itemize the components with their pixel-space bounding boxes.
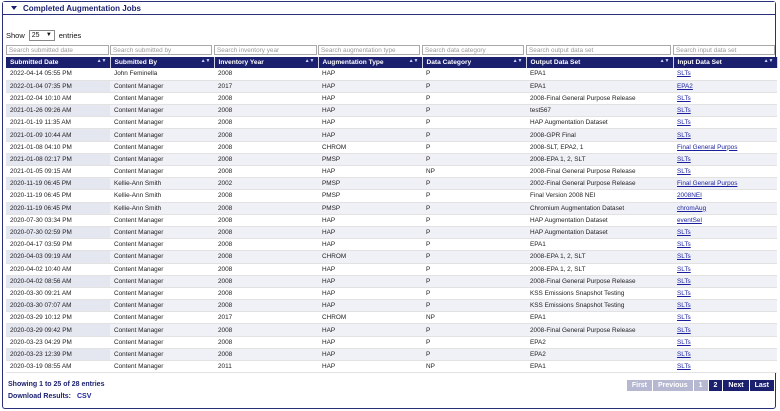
- cell-data-category: P: [422, 214, 526, 226]
- table-row: [6, 226, 777, 238]
- cell-submitted-by: Content Manager: [110, 348, 214, 360]
- filter-augmentation-type[interactable]: Search augmentation type: [318, 45, 420, 55]
- table-row: [6, 239, 777, 251]
- cell-output-data-set: EPA2: [526, 348, 673, 360]
- pager-previous-button[interactable]: Previous: [653, 380, 694, 391]
- cell-input-data-set[interactable]: SLTs: [673, 105, 777, 117]
- sort-icon: ▲▼: [763, 58, 774, 64]
- cell-data-category: P: [422, 251, 526, 263]
- pager-last-button[interactable]: Last: [750, 380, 775, 391]
- cell-output-data-set: 2008-GPR Final: [526, 129, 673, 141]
- cell-input-data-set[interactable]: SLTs: [673, 251, 777, 263]
- sort-icon: ▲▼: [512, 58, 523, 64]
- cell-submitted-by: Content Manager: [110, 251, 214, 263]
- cell-output-data-set: Chromium Augmentation Dataset: [526, 202, 673, 214]
- cell-data-category: P: [422, 141, 526, 153]
- col-header-submitted-date[interactable]: Submitted Date ▲▼: [6, 57, 110, 68]
- cell-submitted-date: 2020-11-19 06:45 PM: [6, 190, 110, 202]
- cell-input-data-set[interactable]: SLTs: [673, 361, 777, 373]
- panel-header[interactable]: [3, 2, 775, 15]
- col-header-output-data-set[interactable]: Output Data Set ▲▼: [526, 57, 673, 68]
- cell-inventory-year: 2008: [214, 129, 318, 141]
- table-row: [6, 105, 777, 117]
- cell-submitted-date: 2021-01-08 04:10 PM: [6, 141, 110, 153]
- cell-data-category: NP: [422, 361, 526, 373]
- cell-inventory-year: 2008: [214, 275, 318, 287]
- cell-output-data-set: HAP Augmentation Dataset: [526, 214, 673, 226]
- filter-inventory-year[interactable]: Search inventory year: [214, 45, 317, 55]
- panel-title: Completed Augmentation Jobs: [23, 3, 141, 13]
- table-row: [6, 153, 777, 165]
- filter-input-data-set[interactable]: Search input data set: [673, 45, 775, 55]
- cell-output-data-set: EPA1: [526, 312, 673, 324]
- cell-submitted-by: Content Manager: [110, 361, 214, 373]
- table-row: [6, 251, 777, 263]
- table-row: [6, 178, 777, 190]
- table-row: [6, 202, 777, 214]
- cell-submitted-by: Content Manager: [110, 287, 214, 299]
- collapse-triangle-icon[interactable]: [11, 6, 17, 10]
- cell-submitted-date: 2021-02-04 10:10 AM: [6, 92, 110, 104]
- cell-output-data-set: KSS Emissions Snapshot Testing: [526, 300, 673, 312]
- cell-input-data-set[interactable]: EPA2: [673, 80, 777, 92]
- cell-output-data-set: 2008-SLT, EPA2, 1: [526, 141, 673, 153]
- cell-submitted-date: 2020-03-19 08:55 AM: [6, 361, 110, 373]
- cell-submitted-date: 2021-01-09 10:44 AM: [6, 129, 110, 141]
- cell-data-category: P: [422, 190, 526, 202]
- csv-download-link[interactable]: CSV: [76, 393, 92, 400]
- cell-inventory-year: 2008: [214, 348, 318, 360]
- table-row: [6, 300, 777, 312]
- cell-submitted-date: 2020-07-30 03:34 PM: [6, 214, 110, 226]
- cell-submitted-by: Kellie-Ann Smith: [110, 202, 214, 214]
- table-row: [6, 129, 777, 141]
- page-length-select[interactable]: [29, 30, 55, 41]
- cell-submitted-date: 2020-03-23 04:29 PM: [6, 336, 110, 348]
- cell-output-data-set: EPA1: [526, 361, 673, 373]
- cell-data-category: P: [422, 105, 526, 117]
- cell-data-category: P: [422, 300, 526, 312]
- cell-data-category: P: [422, 275, 526, 287]
- cell-input-data-set[interactable]: SLTs: [673, 166, 777, 178]
- sort-icon: ▲▼: [408, 58, 419, 64]
- cell-inventory-year: 2002: [214, 178, 318, 190]
- cell-output-data-set: Final Version 2008 NEI: [526, 190, 673, 202]
- pager-first-button[interactable]: First: [627, 380, 653, 391]
- cell-inventory-year: 2008: [214, 105, 318, 117]
- cell-inventory-year: 2008: [214, 336, 318, 348]
- cell-data-category: P: [422, 263, 526, 275]
- cell-input-data-set[interactable]: SLTs: [673, 287, 777, 299]
- cell-submitted-date: 2020-03-29 10:12 PM: [6, 312, 110, 324]
- cell-output-data-set: HAP Augmentation Dataset: [526, 226, 673, 238]
- cell-inventory-year: 2008: [214, 153, 318, 165]
- cell-output-data-set: 2008-Final General Purpose Release: [526, 92, 673, 104]
- table-row: [6, 275, 777, 287]
- cell-inventory-year: 2017: [214, 312, 318, 324]
- cell-inventory-year: 2008: [214, 214, 318, 226]
- cell-data-category: P: [422, 226, 526, 238]
- cell-inventory-year: 2008: [214, 117, 318, 129]
- cell-submitted-date: 2022-01-04 07:35 PM: [6, 80, 110, 92]
- cell-submitted-date: 2020-03-29 09:42 PM: [6, 324, 110, 336]
- table-row: [6, 287, 777, 299]
- page-length-value: 25: [31, 31, 40, 39]
- cell-inventory-year: 2008: [214, 251, 318, 263]
- cell-inventory-year: 2008: [214, 166, 318, 178]
- cell-submitted-by: Content Manager: [110, 214, 214, 226]
- cell-submitted-by: Content Manager: [110, 300, 214, 312]
- cell-output-data-set: 2008-EPA 1, 2, SLT: [526, 263, 673, 275]
- cell-submitted-date: 2020-04-02 10:40 AM: [6, 263, 110, 275]
- col-header-data-category[interactable]: Data Category ▲▼: [422, 57, 526, 68]
- cell-inventory-year: 2011: [214, 361, 318, 373]
- cell-input-data-set[interactable]: Final General Purpos: [673, 178, 777, 190]
- sort-icon: ▲▼: [659, 58, 670, 64]
- sort-icon: ▲▼: [200, 58, 211, 64]
- cell-augmentation-type: HAP: [318, 117, 422, 129]
- cell-output-data-set: 2008-EPA 1, 2, SLT: [526, 251, 673, 263]
- cell-input-data-set[interactable]: SLTs: [673, 348, 777, 360]
- cell-submitted-by: Kellie-Ann Smith: [110, 190, 214, 202]
- table-info: Showing 1 to 25 of 28 entries: [8, 381, 105, 388]
- cell-submitted-date: 2020-11-19 06:45 PM: [6, 178, 110, 190]
- cell-submitted-by: Kellie-Ann Smith: [110, 178, 214, 190]
- cell-input-data-set[interactable]: SLTs: [673, 336, 777, 348]
- cell-data-category: P: [422, 287, 526, 299]
- cell-submitted-by: Content Manager: [110, 166, 214, 178]
- cell-input-data-set[interactable]: SLTs: [673, 153, 777, 165]
- cell-input-data-set[interactable]: SLTs: [673, 226, 777, 238]
- cell-inventory-year: 2008: [214, 68, 318, 80]
- cell-inventory-year: 2008: [214, 202, 318, 214]
- cell-augmentation-type: HAP: [318, 361, 422, 373]
- sort-icon: ▲▼: [304, 58, 315, 64]
- cell-input-data-set[interactable]: SLTs: [673, 92, 777, 104]
- cell-output-data-set: 2002-Final General Purpose Release: [526, 178, 673, 190]
- cell-submitted-date: 2021-01-05 09:15 AM: [6, 166, 110, 178]
- cell-submitted-date: 2021-01-08 02:17 PM: [6, 153, 110, 165]
- cell-submitted-date: 2020-03-30 09:21 AM: [6, 287, 110, 299]
- cell-submitted-by: Content Manager: [110, 324, 214, 336]
- cell-augmentation-type: HAP: [318, 226, 422, 238]
- cell-data-category: P: [422, 117, 526, 129]
- sort-icon: ▲▼: [96, 58, 107, 64]
- cell-output-data-set: 2008-Final General Purpose Release: [526, 324, 673, 336]
- cell-data-category: P: [422, 336, 526, 348]
- cell-input-data-set[interactable]: SLTs: [673, 275, 777, 287]
- cell-submitted-by: Content Manager: [110, 92, 214, 104]
- cell-inventory-year: 2008: [214, 239, 318, 251]
- cell-augmentation-type: CHROM: [318, 251, 422, 263]
- cell-output-data-set: EPA1: [526, 80, 673, 92]
- cell-submitted-by: John Feminella: [110, 68, 214, 80]
- cell-augmentation-type: HAP: [318, 129, 422, 141]
- cell-input-data-set[interactable]: SLTs: [673, 324, 777, 336]
- cell-data-category: P: [422, 68, 526, 80]
- cell-augmentation-type: HAP: [318, 348, 422, 360]
- length-suffix: entries: [58, 30, 82, 40]
- table-row: [6, 80, 777, 92]
- cell-submitted-date: 2020-11-19 06:45 PM: [6, 202, 110, 214]
- cell-augmentation-type: HAP: [318, 275, 422, 287]
- table-row: [6, 312, 777, 324]
- cell-output-data-set: HAP Augmentation Dataset: [526, 117, 673, 129]
- cell-inventory-year: 2008: [214, 300, 318, 312]
- cell-data-category: P: [422, 129, 526, 141]
- cell-inventory-year: 2008: [214, 190, 318, 202]
- cell-submitted-by: Content Manager: [110, 263, 214, 275]
- column-filters: [6, 45, 776, 56]
- cell-submitted-by: Content Manager: [110, 336, 214, 348]
- cell-data-category: P: [422, 178, 526, 190]
- table-row: [6, 141, 777, 153]
- cell-input-data-set[interactable]: SLTs: [673, 312, 777, 324]
- cell-output-data-set: KSS Emissions Snapshot Testing: [526, 287, 673, 299]
- cell-augmentation-type: PMSP: [318, 153, 422, 165]
- cell-augmentation-type: HAP: [318, 300, 422, 312]
- cell-inventory-year: 2008: [214, 324, 318, 336]
- cell-input-data-set[interactable]: SLTs: [673, 129, 777, 141]
- filter-data-category[interactable]: Search data category: [422, 45, 524, 55]
- cell-submitted-date: 2020-04-03 09:19 AM: [6, 251, 110, 263]
- cell-augmentation-type: HAP: [318, 214, 422, 226]
- cell-augmentation-type: HAP: [318, 263, 422, 275]
- col-header-submitted-by[interactable]: Submitted By ▲▼: [110, 57, 214, 68]
- cell-augmentation-type: HAP: [318, 92, 422, 104]
- cell-input-data-set[interactable]: Final General Purpos: [673, 141, 777, 153]
- cell-inventory-year: 2008: [214, 263, 318, 275]
- cell-input-data-set[interactable]: 2008NEI: [673, 190, 777, 202]
- cell-augmentation-type: HAP: [318, 287, 422, 299]
- cell-augmentation-type: HAP: [318, 68, 422, 80]
- cell-augmentation-type: CHROM: [318, 141, 422, 153]
- cell-submitted-by: Content Manager: [110, 239, 214, 251]
- cell-augmentation-type: HAP: [318, 336, 422, 348]
- filter-submitted-date[interactable]: Search submitted date: [6, 45, 109, 55]
- cell-submitted-date: 2020-07-30 02:59 PM: [6, 226, 110, 238]
- cell-submitted-date: 2022-04-14 05:55 PM: [6, 68, 110, 80]
- cell-data-category: P: [422, 202, 526, 214]
- cell-input-data-set[interactable]: SLTs: [673, 300, 777, 312]
- cell-output-data-set: test567: [526, 105, 673, 117]
- table-row: [6, 263, 777, 275]
- cell-submitted-date: 2021-01-26 09:26 AM: [6, 105, 110, 117]
- cell-submitted-by: Content Manager: [110, 129, 214, 141]
- table-row: [6, 324, 777, 336]
- cell-output-data-set: 2008-EPA 1, 2, SLT: [526, 153, 673, 165]
- cell-augmentation-type: HAP: [318, 324, 422, 336]
- cell-submitted-by: Content Manager: [110, 141, 214, 153]
- cell-inventory-year: 2008: [214, 92, 318, 104]
- table-row: [6, 190, 777, 202]
- table-row: [6, 166, 777, 178]
- cell-output-data-set: EPA1: [526, 68, 673, 80]
- pagination: [627, 380, 775, 391]
- cell-submitted-by: Content Manager: [110, 117, 214, 129]
- cell-submitted-by: Content Manager: [110, 275, 214, 287]
- cell-inventory-year: 2008: [214, 226, 318, 238]
- cell-data-category: P: [422, 80, 526, 92]
- cell-input-data-set[interactable]: SLTs: [673, 239, 777, 251]
- chevron-down-icon: ▼: [45, 32, 52, 38]
- cell-data-category: P: [422, 348, 526, 360]
- pager-next-button[interactable]: Next: [723, 380, 749, 391]
- cell-augmentation-type: HAP: [318, 166, 422, 178]
- jobs-table: [6, 57, 778, 373]
- filter-output-data-set[interactable]: Search output data set: [526, 45, 671, 55]
- table-row: [6, 214, 777, 226]
- length-prefix: Show: [6, 30, 25, 40]
- pager-page-1[interactable]: 1: [694, 380, 709, 391]
- cell-augmentation-type: CHROM: [318, 312, 422, 324]
- cell-submitted-by: Content Manager: [110, 226, 214, 238]
- cell-input-data-set[interactable]: SLTs: [673, 117, 777, 129]
- cell-submitted-date: 2020-04-02 08:56 AM: [6, 275, 110, 287]
- cell-augmentation-type: PMSP: [318, 178, 422, 190]
- cell-submitted-date: 2020-04-17 03:59 PM: [6, 239, 110, 251]
- cell-data-category: NP: [422, 166, 526, 178]
- table-row: [6, 117, 777, 129]
- table-row: [6, 336, 777, 348]
- col-header-augmentation-type[interactable]: Augmentation Type ▲▼: [318, 57, 422, 68]
- cell-inventory-year: 2008: [214, 141, 318, 153]
- cell-output-data-set: EPA1: [526, 239, 673, 251]
- cell-data-category: P: [422, 153, 526, 165]
- cell-augmentation-type: HAP: [318, 80, 422, 92]
- table-row: [6, 92, 777, 104]
- cell-inventory-year: 2008: [214, 287, 318, 299]
- cell-augmentation-type: HAP: [318, 105, 422, 117]
- cell-submitted-date: 2021-01-19 11:35 AM: [6, 117, 110, 129]
- cell-augmentation-type: HAP: [318, 239, 422, 251]
- download-label: Download Results:: [8, 393, 72, 400]
- pager-page-2[interactable]: 2: [709, 380, 724, 391]
- table-row: [6, 68, 777, 80]
- download-results: [8, 393, 91, 400]
- cell-output-data-set: 2008-Final General Purpose Release: [526, 275, 673, 287]
- cell-output-data-set: EPA2: [526, 336, 673, 348]
- cell-data-category: P: [422, 324, 526, 336]
- col-header-input-data-set[interactable]: Input Data Set ▲▼: [673, 57, 777, 68]
- cell-submitted-by: Content Manager: [110, 80, 214, 92]
- cell-data-category: P: [422, 239, 526, 251]
- cell-submitted-by: Content Manager: [110, 312, 214, 324]
- filter-submitted-by[interactable]: Search submitted by: [110, 45, 212, 55]
- cell-submitted-date: 2020-03-30 07:07 AM: [6, 300, 110, 312]
- cell-submitted-by: Content Manager: [110, 153, 214, 165]
- cell-input-data-set[interactable]: SLTs: [673, 263, 777, 275]
- cell-output-data-set: 2008-Final General Purpose Release: [526, 166, 673, 178]
- page-length-control: [6, 29, 81, 41]
- cell-data-category: NP: [422, 312, 526, 324]
- table-header-row: [6, 57, 777, 68]
- cell-data-category: P: [422, 92, 526, 104]
- cell-input-data-set[interactable]: SLTs: [673, 68, 777, 80]
- cell-inventory-year: 2017: [214, 80, 318, 92]
- table-row: [6, 361, 777, 373]
- cell-submitted-by: Content Manager: [110, 105, 214, 117]
- cell-input-data-set[interactable]: chromAug: [673, 202, 777, 214]
- cell-submitted-date: 2020-03-23 12:39 PM: [6, 348, 110, 360]
- table-row: [6, 348, 777, 360]
- cell-augmentation-type: PMSP: [318, 190, 422, 202]
- cell-input-data-set[interactable]: eventSel: [673, 214, 777, 226]
- cell-augmentation-type: PMSP: [318, 202, 422, 214]
- col-header-inventory-year[interactable]: Inventory Year ▲▼: [214, 57, 318, 68]
